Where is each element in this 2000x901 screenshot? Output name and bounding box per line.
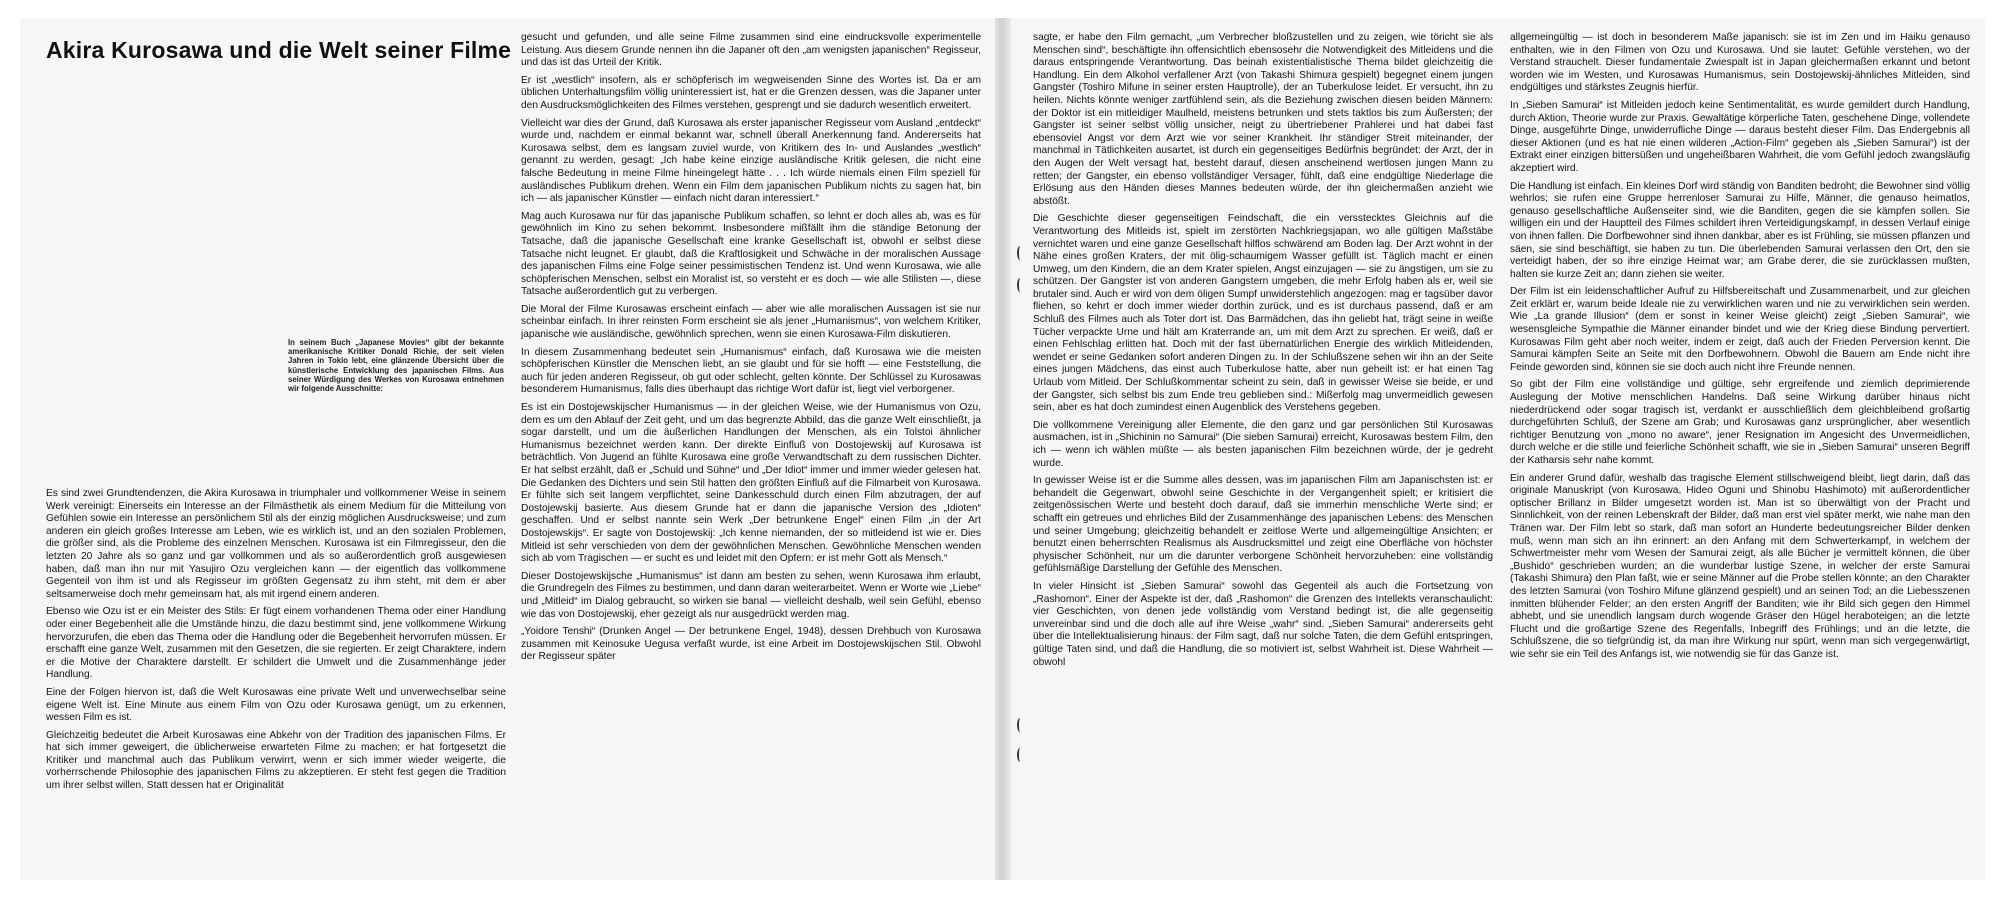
paragraph: In vieler Hinsicht ist „Sieben Samurai“ sowohl das Gegenteil als auch die Fortsetzung von „Rashomon“. Einer der Aspekte ist der, daß „Rashomon“ die Grenzen des Intellekts veranschaulicht: vier Geschichten, von denen jede vollständig vom Verstand bedingt ist, die alle gegenseitig unvereinbar sind und die doch alle auf ihre Weise „wahr“ sind. „Sieben Samurai“ andererseits geht über die Intellektualisierung hinaus: der Film sagt, daß nur solche Taten, die dem Gefühl entspringen, gültige Taten sind, und daß die Handlung, die so motiviert ist, selbst Wahrheit ist. Diese Wahrheit — obwohl — [1033, 580, 1493, 668]
paragraph: In diesem Zusammenhang bedeutet sein „Humanismus“ einfach, daß Kurosawa wie die meisten schöpferischen Künstler die Menschen liebt, an sie glaubt und für sie hofft — eine Feststellung, die auch für jeden anderen Regisseur, ob gut oder schlecht, gelten könnte. Der Schlüssel zu Kurosawas besonderem Humanismus, falls dies überhaupt das richtige Wort dafür ist, liegt viel verborgener. — [521, 346, 981, 396]
paragraph: In gewisser Weise ist er die Summe alles dessen, was im japanischen Film am Japanischsten ist: er behandelt die Gegenwart, obwohl seine Geschichte in der Vergangenheit spielt; er kritisiert die zeitgenössischen Werte und besteht doch darauf, daß sie immerhin menschliche Werte sind; er schafft ein getreues und ehrliches Bild der Zusammenhänge des japanischen Lebens: des Menschen und seiner Umgebung; gleichzeitig behandelt er zeitlose Werte und allgemeingültige Ansichten; er benutzt einen beherrschten Realismus als Ausdrucksmittel und zeigt eine Oberfläche von höchster physischer Schönheit, nur um die darunter verborgene Schönheit hervorzuheben: eine vollständig gefühlsmäßige Darstellung der Gefühle des Menschen. — [1033, 475, 1493, 575]
paragraph: gesucht und gefunden, und alle seine Filme zusammen sind eine eindrucksvolle experimentelle Leistung. Aus diesem Grunde nennen ihn die Japaner oft den „am wenigsten japanischen“ Regisseur, und das ist das Urteil der Kritik. — [521, 32, 981, 69]
text-column-4 — [1510, 32, 1970, 877]
paragraph: Die Moral der Filme Kurosawas erscheint einfach — aber wie alle moralischen Aussagen ist sie nur scheinbar einfach. In ihrer reinsten Form erscheint sie als jener „Humanismus“, von welchem Kritiker, japanische wie ausländische, gewöhnlich sprechen, wenn sie einen Kurosawa-Film diskutieren. — [521, 303, 981, 341]
paragraph: Die Handlung ist einfach. Ein kleines Dorf wird ständig von Banditen bedroht; die Bewohner sind völlig wehrlos; sie rufen eine Gruppe herrenloser Samurai zu Hilfe, Männer, die genauso heimatlos, genauso gesellschaftliche Außenseiter sind, wie die Banditen, gegen die sie kämpfen sollen. Sie willigen ein und der Hauptteil des Filmes schildert ihren Verteidigungskampf, in dessen Verlauf einige von ihnen fallen. Die Dorfbewohner sind ihnen dankbar, aber es ist Frühling, sie müssen pflanzen und säen, sie sind beschäftigt, sie haben zu tun. Die überlebenden Samurai verlassen den Ort, den sie verteidigt haben, der so ihre einzige Heimat war; am Grabe derer, die sie zurücklassen mußten, halten sie kurze Zeit an; dann ziehen sie weiter. — [1510, 180, 1970, 280]
paragraph: Die Geschichte dieser gegenseitigen Feindschaft, die ein versstecktes Gleichnis auf die Verantwortung des Mitleids ist, spielt im zerstörten Nachkriegsjapan, wo alle gültigen Maßstäbe vernichtet waren und eine ganze Gesellschaft hilflos schwärend am Boden lag. Der Arzt wohnt in der Nähe eines großen Kraters, der mit ölig-schaumigem Wasser gefüllt ist. Täglich macht er einen Umweg, um den Kindern, die an dem Krater spielen, Angst einzujagen — sie zu ängstigen, um sie zu schützen. Der Gangster ist von anderen Gangstern umgeben, die mehr Erfolg haben als er, weil sie brutaler sind. Auch er wird von dem öligen Sumpf unwiderstehlich angezogen: mag er tagsüber davor fliehen, so kehrt er doch immer wieder dorthin zurück, und es ist durchaus passend, daß er am Schluß des Filmes auch als Toter dort ist. Das Barmädchen, das ihn geliebt hat, trägt seine in weiße Tücher verpackte Urne und hält am Kraterrande an, um mit dem Arzt zu sprechen. Er weiß, daß er einen Fehlschlag erlitten hat. Doch mit der fast übernatürlichen Energie des wirklich Mitleidenden, wendet er seine Gedanken sofort anderen Dingen zu. In der Schlußszene sehen wir ihn an der Seite eines jungen Mädchens, das einst auch Tuberkulose hatte, aber nun geheilt ist: er hat einen Tag Urlaub vom Mitleid. Der Schlußkommentar scheint zu sein, daß in gewisser Weise sie beide, er und der Gangster, sich selbst bis zum Ende treu geblieben sind.: Mißerfolg mag unvermeidlich gewesen sein, aber es hat doch zumindest einen Augenblick des Verstehens gegeben. — [1033, 213, 1493, 414]
paragraph: allgemeingültig — ist doch in besonderem Maße japanisch: sie ist im Zen und im Haiku genauso enthalten, wie in den Filmen von Ozu und Kurosawa. Und sie lautet: Gefühle verstehen, wo der Verstand strauchelt. Dieser fundamentale Zwiespalt ist in Japan gleichermaßen erkannt und betont worden wie im Westen, und Kurosawas Humanismus, sein Dostojewskij-ähnliches Mitleiden, sind endgültiges und stärkstes Zeugnis hierfür. — [1510, 32, 1970, 94]
paragraph: Dieser Dostojewskijsche „Humanismus“ ist dann am besten zu sehen, wenn Kurosawa ihm erlaubt, die Grundregeln des Filmes zu bestimmen, und dann daran weiterarbeitet. Wenn er Worte wie „Liebe“ und „Mitleid“ im Dialog gebraucht, so wirken sie banal — vielleicht deshalb, weil sein Gefühl, ebenso wie das von Dostojewskij, eher gezeigt als nur ausgedrückt werden mag. — [521, 570, 981, 620]
paragraph: „Yoidore Tenshi“ (Drunken Angel — Der betrunkene Engel, 1948), dessen Drehbuch von Kurosawa zusammen mit Keinosuke Uegusa verfaßt wurde, ist eine Arbeit im Dostojewskijschen Stil. Obwohl der Regisseur später — [521, 626, 981, 663]
text-column-2 — [521, 32, 981, 877]
paragraph: Es sind zwei Grundtendenzen, die Akira Kurosawa in triumphaler und vollkommener Weise in seinem Werk vereinigt: Einerseits ein Interesse an der Filmästhetik als einem Medium für die Mitteilung von Gefühlen sowie ein Interesse an persönlichem Stil als der einzig möglichen Ausdrucksweise; und zum anderen ein gleich großes Interesse am Leben, wie es wirklich ist, und an den sozialen Problemen, die größer sind, als die Probleme des einzelnen Menschen. Kurosawa ist ein Filmregisseur, den die letzten 20 Jahre als so ganz und gar vollkommen und als so außerordentlich groß ausgewiesen haben, daß man ihn nur mit Yasujiro Ozu vergleichen kann — der eigentlich das vollkommene Gegenteil von ihm ist und als Regisseur im größten Gegensatz zu ihm steht, mit dem er aber seltsamerweise doch mehr gemeinsam hat, als mit irgend einem anderen. — [46, 488, 506, 600]
paragraph: sagte, er habe den Film gemacht, „um Verbrecher bloßzustellen und zu zeigen, wie töricht sie als Menschen sind“, beschäftigte ihn offensichtlich ebensosehr die Notwendigkeit des Mitleidens und die daraus entspringende Verantwortung. Das beinah existentialistische Thema bildet gleichzeitig die Handlung. Ein dem Alkohol verfallener Arzt (von Takashi Shimura gespielt) begegnet einem jungen Gangster (Toshiro Mifune in seiner ersten Hauptrolle), der an Tuberkulose leidet. Er versucht, ihn zu heilen. Nichts könnte weniger zartfühlend sein, als die Beziehung zwischen diesen beiden Männern: der Doktor ist ein mitleidiger Maulheld, meistens betrunken und stets taktlos bis zum Äußersten; der Gangster ist seiner selbst völlig unsicher, neigt zu übertriebener Prahlerei und hat dabei fast ebensoviel Angst vor dem Arzt wie vor seiner Krankheit. Ihr ständiger Streit miteinander, der manchmal in Tätlichkeiten ausartet, ist durch ein gegenseitiges Bedürfnis begründet: der Arzt, der in den Augen der Welt versagt hat, besteht darauf, diesen anscheinend wertlosen jungen Mann zu retten; der Gangster, ein ebenso vollständiger Versager, fühlt, daß eine endgültige Niederlage die Erlösung aus den Händen dieses Mannes bedeuten würde, der ihn gleichermaßen anzieht wie abstößt. — [1033, 32, 1493, 207]
paragraph: Ein anderer Grund dafür, weshalb das tragische Element stillschweigend bleibt, liegt darin, daß das originale Manuskript (von Kurosawa, Hideo Oguni und Shinobu Hashimoto) mit außerordentlicher optischer Brillanz in Bilder umgesetzt worden ist. Man ist so überwältigt von der Pracht und Sinnlichkeit, von der reinen Lebenskraft der Bilder, daß man erst viel später merkt, wie nahe man den Tränen war. Der Film lebt so stark, daß man sofort an Hunderte bedeutungsreicher Bilder denken muß, wenn man sich an ihn erinnert: an den Anfang mit dem Schwerterkampf, in welchem der Schwertmeister mehr vom Wesen der Samurai zeigt, als alle Bücher je vermittelt können, die über „Bushido“ geschrieben wurden; an die wunderbar lustige Szene, in welcher der erste Samurai (Takashi Shimura) den Plan faßt, wie er seine Männer auf die Probe stellen könnte; an den Charakter des letzten Samurai (von Toshiro Mifune glänzend gespielt) und an seinen Tod; an die Liebesszenen inmitten blühender Felder; an den ersten Angriff der Banditen; wie ihr Bild sich gegen den Himmel abhebt, und sie unendlich langsam durch wogende Gräser den Hügel heraboteigen; an die letzte Flucht und die großartige Szene des Regenfalls, Inbegriff des Frühlings; und an die letzte, die Schlußszene, die so tiefgründig ist, da man ihre Wirkung nur spürt, wenn man sich vergegenwärtigt, wie sehr sie ein Teil des Anfangs ist, wie notwendig sie für das Ganze ist. — [1510, 472, 1970, 660]
paragraph: Gleichzeitig bedeutet die Arbeit Kurosawas eine Abkehr von der Tradition des japanischen Films. Er hat sich immer geweigert, die üblicherweise erwarteten Filme zu machen; er hat fortgesetzt die Kritiker und manchmal auch das Publikum verwirrt, wenn er sich immer wieder weigerte, die vorherrschende Philosophie des japanischen Films zu akzeptieren. Er steht fest gegen die Tradition um ihrer selbst willen. Statt dessen hat er Originalität — [46, 729, 506, 792]
article-title: Akira Kurosawa und die Welt seiner Filme — [46, 37, 512, 63]
margin-mark — [1017, 246, 1023, 260]
paragraph: Mag auch Kurosawa nur für das japanische Publikum schaffen, so lehnt er doch alles ab, was es für gewöhnlich im Kino zu sehen bekommt. Insbesondere mißfällt ihm die ständige Betonung der Tatsache, daß die japanische Gesellschaft eine kranke Gesellschaft ist, obwohl er selbst diese Tatsache nicht leugnet. Er glaubt, daß die Kraftlosigkeit und Schwäche in der moralischen Aussage des japanischen Films eine Folge seiner pessimistischen Tendenz ist. Und wenn Kurosawa, wie alle schöpferischen Menschen, selbst ein Moralist ist, so versteht er es doch — wie alle Stilisten —, diese Tatsache außerordentlich gut zu verbergen. — [521, 210, 981, 298]
paragraph: Eine der Folgen hiervon ist, daß die Welt Kurosawas eine private Welt und unverwechselbar seine eigene Welt ist. Eine Minute aus einem Film von Ozu oder Kurosawa genügt, um zu erkennen, wessen Film es ist. — [46, 686, 506, 724]
paragraph: Er ist „westlich“ insofern, als er schöpferisch im wegweisenden Sinne des Wortes ist. Da er am üblichen Unterhaltungsfilm völlig uninteressiert ist, hat er die Grenzen dessen, was die Japaner unter den Ausdrucksmöglichkeiten des Filmes verstehen, gesprengt und sie dadurch wesentlich erweitert. — [521, 74, 981, 111]
paragraph: Vielleicht war dies der Grund, daß Kurosawa als erster japanischer Regisseur vom Ausland „entdeckt“ wurde und, nachdem er einmal bekannt war, schnell überall Anerkennung fand. Andererseits hat Kurosawa selbst, dem es langsam zuviel wurde, von Kritikern des In- und Auslandes „westlich“ genannt zu werden, gesagt: „Ich habe keine einzige ausländische Kritik gelesen, die nicht eine falsche Bedeutung in meine Filme hineingelegt hätte . . . Ich würde niemals einen Film speziell für ausländisches Publikum drehen. Wenn ein Film dem japanischen Publikum nichts zu sagen hat, bin ich — als japanischer Künstler — einfach nicht daran interessiert.“ — [521, 117, 981, 205]
paragraph: Die vollkommene Vereinigung aller Elemente, die den ganz und gar persönlichen Stil Kurosawas ausmachen, ist in „Shichinin no Samurai“ (Die sieben Samurai) erreicht, Kurosawas bestem Film, den ich — wenn ich wählen müßte — als besten japanischen Film bezeichnen würde, der je gedreht wurde. — [1033, 419, 1493, 469]
paragraph: In „Sieben Samurai“ ist Mitleiden jedoch keine Sentimentalität, es wurde gemildert durch Handlung, durch Aktion, Theorie wurde zur Praxis. Gewaltätige körperliche Taten, geschehene Dinge, vollendete Dinge, ausgeführte Dinge, unwiderrufliche Dinge — daraus besteht dieser Film. Das Endergebnis all dieser Aktionen (und es hat nie einen wilderen „Action-Film“ gegeben als „Sieben Samurai“) ist der Extrakt einer einzigen bittersüßen und ungeheißbaren Wahrheit, die vom Gefühl jedoch zwangsläufig akzeptiert wird. — [1510, 99, 1970, 174]
margin-mark — [1017, 278, 1023, 292]
paragraph: Ebenso wie Ozu ist er ein Meister des Stils: Er fügt einem vorhandenen Thema oder einer Handlung oder einer Begebenheit alle die Umstände hinzu, die dazu bestimmt sind, jene vollkommene Wirkung hervorzurufen, die eben das Thema oder die Handlung oder die Begebenheit hervorrufen müssen. Er erschafft eine ganze Welt, zusammen mit den Gesetzen, die sie regierten. Er zeigt Charaktere, indem er die Motive der Charaktere darstellt. Er schildert die Umwelt und die Zusammenhänge jeder Handlung. — [46, 606, 506, 681]
page-gutter — [995, 18, 1011, 880]
paragraph: So gibt der Film eine vollständige und gültige, sehr ergreifende und ziemlich deprimierende Auslegung der Motive menschlichen Handelns. Daß seine Wirkung darüber hinaus nicht niederdrückend oder sogar tragisch ist, verdankt er ausschließlich dem gleichbleibend großartig durchgeführten Schluß, der Szene am Grab; und Kurosawas ganz ursprünglicher, aber wesentlich richtiger Benutzung von „mono no aware“, jener Resignation im Angesicht des Unvermeidlichen, durch welche er die stille und feierliche Schönheit schafft, wie sie in „Sieben Samurai“ unseren Begriff der Katharsis sehr nahe kommt. — [1510, 379, 1970, 466]
paragraph: Der Film ist ein leidenschaftlicher Aufruf zu Hilfsbereitschaft und Zusammenarbeit, und zur gleichen Zeit erklärt er, warum beide Ideale nie zu verwirklichen waren und nie zu verwirklichen sein werden. Wie „La grande Illusion“ (dem er sonst in keiner Weise gleicht) zeigt „Sieben Samurai“, wie wesensgleiche Sympathie die Männer einander bindet und wie der Krieg diese Bindung pervertiert. Kurosawas Film geht aber noch weiter, indem er zeigt, daß auch der Frieden Perversion kennt. Die Samurai kämpfen Seite an Seite mit den Dorfbewohnern. Obwohl die Bauern am Ende nicht ihre Feinde geworden sind, können sie sie doch auch nicht ihre Freunde nennen. — [1510, 286, 1970, 373]
magazine-spread — [20, 18, 1985, 880]
left-page — [20, 18, 995, 880]
right-page — [1011, 18, 1985, 880]
text-column-1 — [46, 488, 506, 873]
paragraph: Es ist ein Dostojewskijscher Humanismus — in der gleichen Weise, wie der Humanismus von Ozu, dem es um den Ablauf der Zeit geht, und um das begrenzte Abbild, das die ganze Welt einschließt, ja sogar darstellt, und um die äußerlichen Handlungen der Menschen, als ein Tolstoi ähnlicher Humanismus bezeichnet werden kann. Der direkte Einfluß von Dostojewskij auf Kurosawa ist beträchtlich. Von Jugend an fühlte Kurosawa eine große Verwandtschaft zu dem russischen Dichter. Er hat selbst erzählt, daß er „Schuld und Sühne“ und „Der Idiot“ immer und immer wieder gelesen hat. Die Gedanken des Dichters und sein Stil hatten den größten Einfluß auf die Filmarbeit von Kurosawa. Er fühlte sich seit langem verpflichtet, seine Dankesschuld durch einen Film abzutragen, der auf Dostojewskij basierte. Aus diesem Grunde hat er dann die japanische Version des „Idioten“ geschaffen. Und er selbst nannte sein Werk „Der betrunkene Engel“ einen Film „in der Art Dostojewskijs“. Er sagte von Dostojewskij: „Ich kenne niemanden, der so mitleidend ist wie er. Dies Mitleid ist sehr verschieden von dem der gewöhnlichen Menschen. Gewöhnliche Menschen wenden sich ab vom Tragischen — er sucht es und leidet mit den Opfern: er ist mehr Gott als Mensch.“ — [521, 402, 981, 565]
margin-mark — [1017, 748, 1023, 762]
text-column-3 — [1033, 32, 1493, 877]
sidenote: In seinem Buch „Japanese Movies“ gibt der bekannte amerikanische Kritiker Donald Richie, der seit vielen Jahren in Tokio lebt, eine glänzende Übersicht über die künstlerische Entwicklung des japanischen Films. Aus seiner Würdigung des Werkes von Kurosawa entnehmen wir folgende Ausschnitte: — [288, 338, 504, 394]
margin-mark — [1017, 718, 1023, 732]
